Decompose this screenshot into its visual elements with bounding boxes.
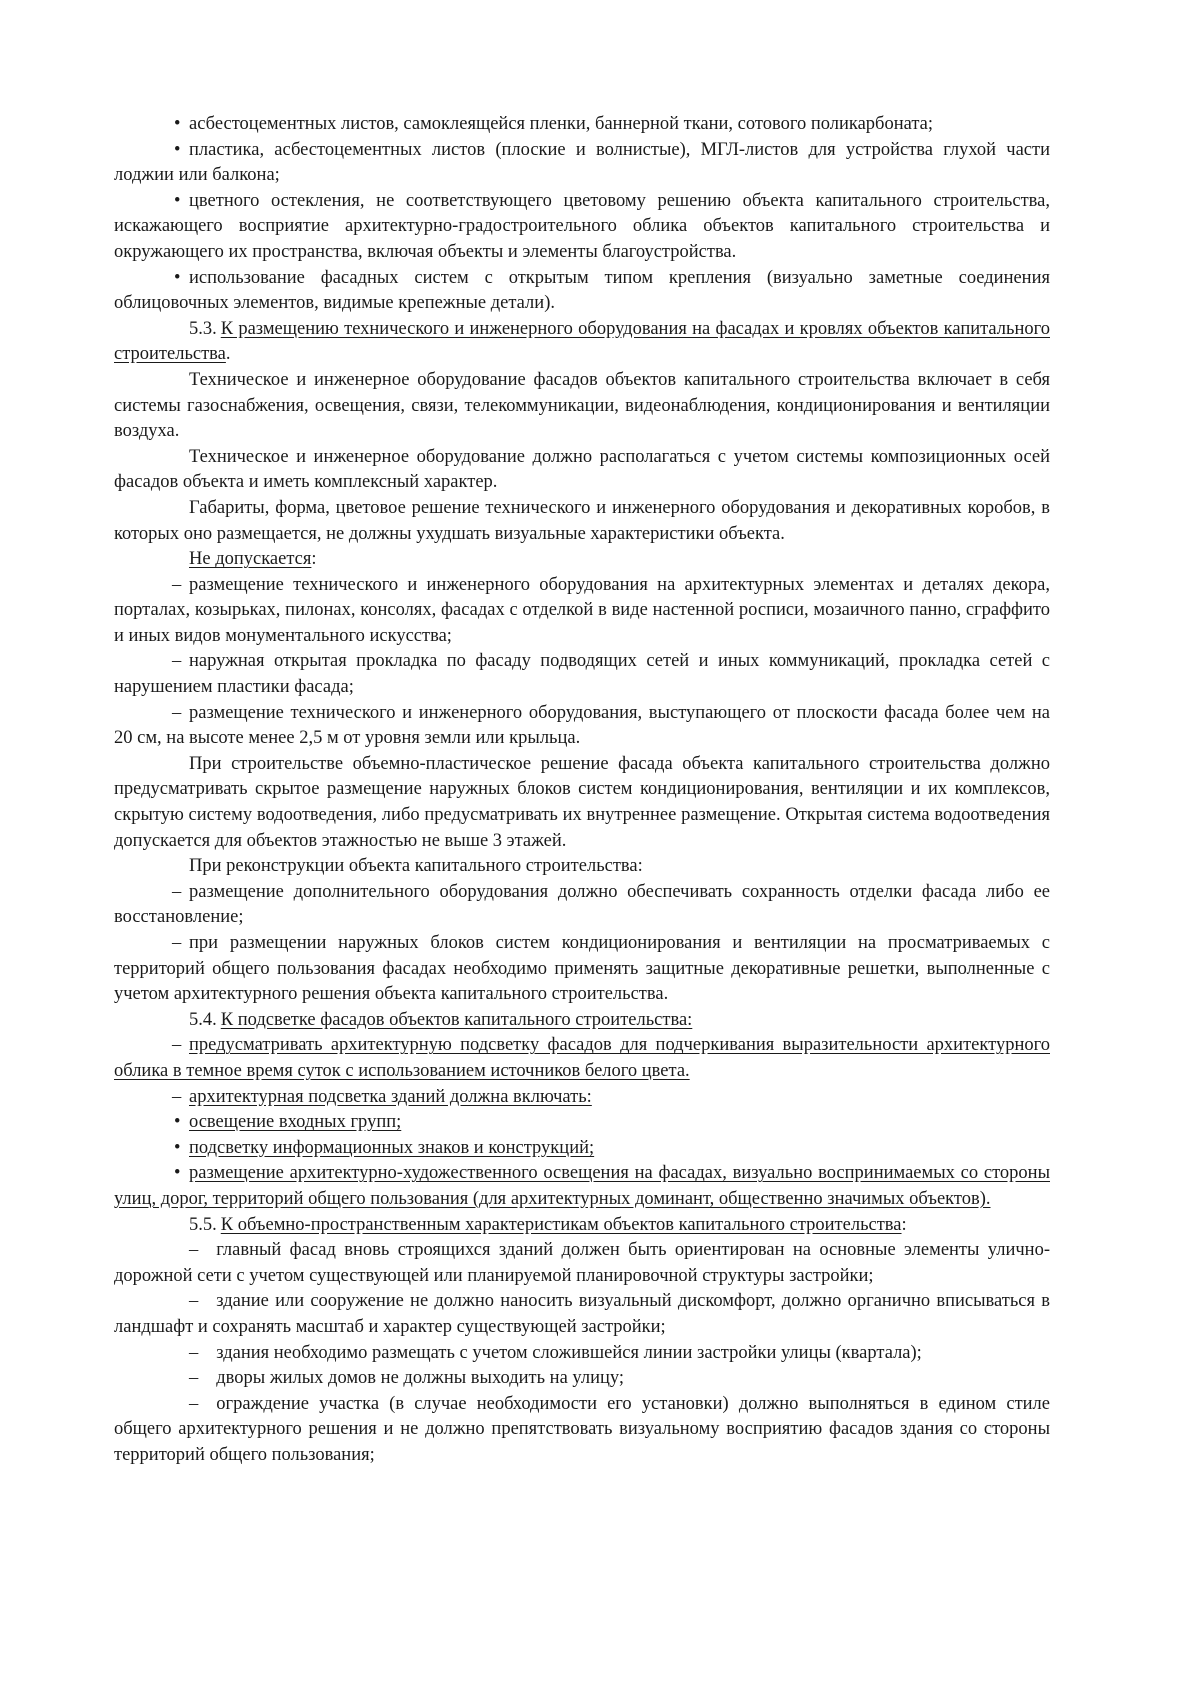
dash-item: [114, 880, 1050, 931]
bullet-item: [114, 112, 1050, 138]
item-text: подсветку информационных знаков и конструкций;: [189, 1137, 595, 1158]
section-heading: [114, 1008, 1050, 1034]
document-page: [114, 112, 1050, 1468]
section-title-tail: .: [225, 344, 231, 365]
item-text: архитектурная подсветка зданий должна включать:: [189, 1086, 592, 1107]
section-heading: [114, 547, 1050, 573]
bullet-marker: •: [174, 267, 181, 288]
body-paragraph: При реконструкции объекта капитального строительства:: [189, 856, 643, 877]
item-text: наружная открытая прокладка по фасаду подводящих сетей и иных коммуникаций, прокладка сетей с нарушением пластики фасада;: [114, 651, 1050, 698]
body-paragraph: Техническое и инженерное оборудование должно располагаться с учетом системы композиционных осей фасадов объекта и иметь комплексный характер.: [114, 446, 1050, 493]
item-text: при размещении наружных блоков систем кондиционирования и вентиляции на просматриваемых с территорий общего пользования фасадах необходимо применять защитные декоративные решетки, выполненные с учетом архитектурного решения объекта капитального строительства.: [114, 933, 1050, 1005]
dash-item: [114, 931, 1050, 1008]
bullet-marker: •: [174, 190, 181, 211]
item-text: асбестоцементных листов, самоклеящейся пленки, баннерной ткани, сотового поликарбоната;: [189, 114, 934, 134]
dash-item: [114, 1366, 1050, 1392]
bullet-item: [114, 266, 1050, 317]
section-title: К подсветке фасадов объектов капитального строительства:: [220, 1009, 693, 1030]
item-text: размещение архитектурно-художественного освещения на фасадах, визуально воспринимаемых со стороны улиц, дорог, территорий общего пользования (для архитектурных доминант, общественно значимых объектов).: [114, 1163, 1050, 1209]
dash-marker: –: [189, 1342, 199, 1363]
item-text: дворы жилых домов не должны выходить на улицу;: [216, 1368, 625, 1389]
bullet-item: [114, 1136, 1050, 1162]
dash-item: [114, 701, 1050, 752]
item-text: цветного остекления, не соответствующего цветовому решению объекта капитального строительства, искажающего восприятие архитектурно-градостроительного облика объектов капитального строительства и окружающего их пространства, включая объекты и элементы благоустройства.: [114, 190, 1050, 262]
section-heading: [114, 317, 1050, 368]
dash-marker: –: [189, 1368, 199, 1389]
dash-item: [114, 573, 1050, 650]
dash-marker: –: [172, 651, 182, 672]
bullet-marker: •: [174, 1112, 181, 1133]
section-title: К объемно-пространственным характеристикам объектов капитального строительства: [220, 1214, 902, 1235]
item-text: размещение дополнительного оборудования должно обеспечивать сохранность отделки фасада либо ее восстановление;: [114, 881, 1050, 928]
section-title-tail: :: [901, 1214, 907, 1235]
dash-marker: –: [189, 1291, 199, 1312]
body-paragraph: Техническое и инженерное оборудование фасадов объектов капитального строительства включает в себя системы газоснабжения, освещения, связи, телекоммуникации, видеонаблюдения, кондиционирования и вентиляции воздуха.: [114, 369, 1050, 442]
section-heading: [114, 1213, 1050, 1239]
bullet-marker: •: [174, 139, 181, 160]
item-text: пластика, асбестоцементных листов (плоские и волнистые), МГЛ-листов для устройства глухой части лоджии или балкона;: [114, 139, 1050, 186]
dash-item: [114, 1085, 1050, 1111]
item-text: использование фасадных систем с открытым типом крепления (визуально заметные соединения облицовочных элементов, видимые крепежные детали).: [114, 267, 1050, 314]
item-text: ограждение участка (в случае необходимости его установки) должно выполняться в едином стиле общего архитектурного решения и не должно препятствовать визуальному восприятию фасадов здания со стороны территорий общего пользования;: [114, 1393, 1050, 1465]
bullet-item: [114, 189, 1050, 266]
section-number: 5.4.: [189, 1009, 217, 1030]
section-title: К размещению технического и инженерного оборудования на фасадах и кровлях объектов капитального строительства: [114, 318, 1050, 365]
dash-item: [114, 1289, 1050, 1340]
bullet-marker: •: [174, 1163, 181, 1184]
dash-item: [114, 1238, 1050, 1289]
section-title-tail: :: [311, 549, 317, 570]
item-text: размещение технического и инженерного оборудования на архитектурных элементах и деталях декора, порталах, козырьках, пилонах, консолях, фасадах с отделкой в виде настенной росписи, мозаичного панно, сграффито и иных видов монументального искусства;: [114, 574, 1050, 646]
bullet-item: [114, 1161, 1050, 1212]
dash-item: [114, 1392, 1050, 1469]
dash-marker: –: [172, 574, 182, 595]
item-text: здания необходимо размещать с учетом сложившейся линии застройки улицы (квартала);: [216, 1342, 922, 1363]
dash-marker: –: [189, 1240, 199, 1261]
dash-item: [114, 1341, 1050, 1367]
item-text: здание или сооружение не должно наносить визуальный дискомфорт, должно органично вписываться в ландшафт и сохранять масштаб и характер существующей застройки;: [114, 1291, 1050, 1337]
item-text: предусматривать архитектурную подсветку фасадов для подчеркивания выразительности архитектурного облика в темное время суток с использованием источников белого цвета.: [114, 1035, 1050, 1081]
body-paragraph: При строительстве объемно-пластическое решение фасада объекта капитального строительства должно предусматривать скрытое размещение наружных блоков систем кондиционирования, вентиляции и их комплексов, скрытую систему водоотведения, либо предусматривать их внутреннее размещение. Открытая система водоотведения допускается для объектов этажностью не выше 3 этажей.: [114, 753, 1050, 851]
item-text: главный фасад вновь строящихся зданий должен быть ориентирован на основные элементы улично-дорожной сети с учетом существующей или планируемой планировочной структуры застройки;: [114, 1240, 1050, 1286]
bullet-marker: •: [174, 1137, 181, 1158]
dash-marker: –: [189, 1393, 199, 1414]
section-title: Не допускается: [189, 549, 312, 570]
bullet-item: [114, 138, 1050, 189]
dash-marker: –: [172, 1035, 182, 1056]
item-text: размещение технического и инженерного оборудования, выступающего от плоскости фасада более чем на 20 см, на высоте менее 2,5 м от уровня земли или крыльца.: [114, 702, 1050, 749]
section-number: 5.3.: [189, 318, 217, 339]
dash-item: [114, 1033, 1050, 1084]
dash-item: [114, 649, 1050, 700]
item-text: освещение входных групп;: [189, 1112, 402, 1133]
dash-marker: –: [172, 1086, 182, 1107]
dash-marker: –: [172, 933, 182, 953]
bullet-marker: •: [174, 114, 181, 134]
section-number: 5.5.: [189, 1214, 217, 1235]
bullet-item: [114, 1110, 1050, 1136]
dash-marker: –: [172, 881, 182, 902]
body-paragraph: Габариты, форма, цветовое решение технического и инженерного оборудования и декоративных коробов, в которых оно размещается, не должны ухудшать визуальные характеристики объекта.: [114, 497, 1050, 544]
dash-marker: –: [172, 702, 182, 723]
